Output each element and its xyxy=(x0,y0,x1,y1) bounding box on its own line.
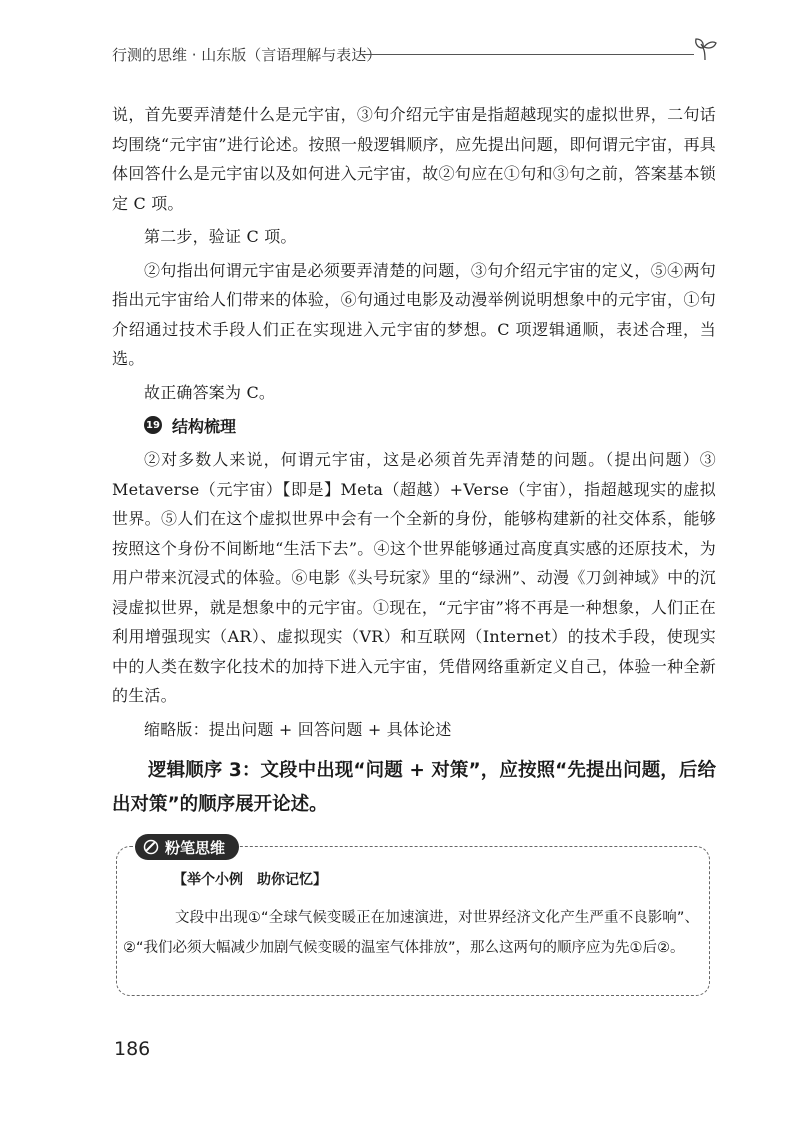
running-header xyxy=(112,42,712,78)
paragraph-structure-outline: ②对多数人来说，何谓元宇宙，这是必须首先弄清楚的问题。（提出问题）③ Metaverse（元宇宙）【即是】Meta（超越）+Verse（宇宙），指超越现实的虚拟世界。⑤人们在这个虚拟世界中会有一个全新的身份，能够构建新的社交体系，能够按照这个身份不间断地“生活下去”。④这个世界能够通过高度真实感的还原技术，为用户带来沉浸式的体验。⑥电影《头号玩家》里的“绿洲”、动漫《刀剑神域》中的沉浸虚拟世界，就是想象中的元宇宙。①现在，“元宇宙”将不再是一种想象，人们正在利用增强现实（AR）、虚拟现实（VR）和互联网（Internet）的技术手段，使现实中的人类在数字化技术的加持下进入元宇宙，凭借网络重新定义自己，体验一种全新的生活。 xyxy=(112,450,716,705)
header-rule xyxy=(360,54,694,55)
paragraph-step-two: 第二步，验证 C 项。 xyxy=(144,227,297,246)
chalk-tag-label: 粉笔思维 xyxy=(165,838,226,857)
header-title: 行测的思维 · 山东版（言语理解与表达） xyxy=(112,46,382,64)
chalk-box-heading: 【举个小例 助你记忆】 xyxy=(173,872,327,888)
sprout-leaf-icon xyxy=(692,36,718,62)
paragraph-summary: 缩略版：提出问题 + 回答问题 + 具体论述 xyxy=(144,719,452,739)
paragraph-verification: ②句指出何谓元宇宙是必须要弄清楚的问题，③句介绍元宇宙的定义，⑤④两句指出元宇宙给人们带来的体验，⑥句通过电影及动漫举例说明想象中的元宇宙，①句介绍通过技术手段人们正在实现进入元宇宙的梦想。C 项逻辑通顺，表述合理，当选。 xyxy=(112,260,716,368)
main-content xyxy=(112,100,716,822)
chalk-thinking-tag xyxy=(135,834,239,860)
paragraph-answer: 故正确答案为 C。 xyxy=(144,382,276,402)
chalk-icon xyxy=(143,839,159,855)
page-number: 186 xyxy=(114,1038,151,1060)
chalk-thinking-box xyxy=(116,838,710,996)
section-heading-structure xyxy=(112,411,716,439)
section-title: 结构梳理 xyxy=(172,416,237,436)
chalk-box-text: 文段中出现①“全球气候变暖正在加速演进，对世界经济文化产生严重不良影响”、②“我们必须大幅减少加剧气候变暖的温室气体排放”，那么这两句的顺序应为先①后②。 xyxy=(123,910,699,956)
section-number-badge: 19 xyxy=(144,416,162,434)
paragraph-analysis-intro: 说，首先要弄清楚什么是元宇宙，③句介绍元宇宙是指超越现实的虚拟世界，二句话均围绕“元宇宙”进行论述。按照一般逻辑顺序，应先提出问题，即何谓元宇宙，再具体回答什么是元宇宙以及如何进入元宇宙，故②句应在①句和③句之前，答案基本锁定 C 项。 xyxy=(112,105,716,213)
logic-order-rule: 逻辑顺序 3：文段中出现“问题 + 对策”，应按照“先提出问题，后给出对策”的顺序展开论述。 xyxy=(112,760,716,815)
